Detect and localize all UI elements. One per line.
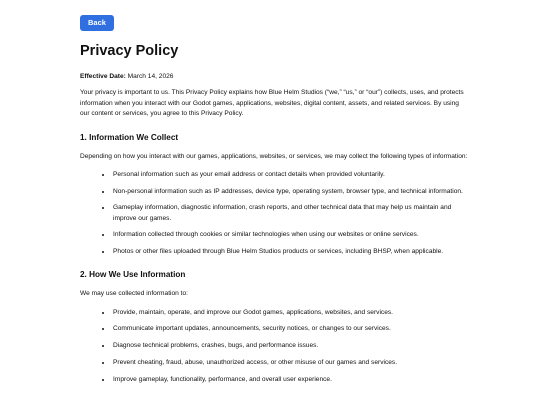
list-item: • Photos or other files uploaded through Blue Helm Studios products or services, including BHSP, when applicable. [112,247,470,257]
list-item: • Personal information such as your email address or contact details when provided voluntarily. [112,170,470,180]
back-button[interactable]: Back [80,15,114,31]
policy-content [80,12,470,391]
page-title: Privacy Policy [80,43,179,59]
section-heading-collect: 1. Information We Collect [80,132,179,142]
list-item: • Prevent cheating, fraud, abuse, unauthorized access, or other misuse of our games and services. [112,358,470,368]
list-item: • Non-personal information such as IP addresses, device type, operating system, browser type, and technical information. [112,187,470,197]
effective-date-label: Effective Date: [80,73,126,80]
effective-date [80,72,470,81]
collect-list [80,170,470,257]
list-item: • Provide, maintain, operate, and improve our Godot games, applications, websites, and services. [112,308,470,318]
use-list [80,308,470,385]
list-item: • Improve gameplay, functionality, performance, and overall user experience. [112,375,470,385]
section-heading-use: 2. How We Use Information [80,270,186,280]
list-item: • Information collected through cookies or similar technologies when using our websites or online services. [112,230,470,240]
list-item: • Diagnose technical problems, crashes, bugs, and performance issues. [112,341,470,351]
list-item: • Communicate important updates, announcements, security notices, or changes to our services. [112,324,470,334]
list-item: • Gameplay information, diagnostic information, crash reports, and other technical data that may help us maintain and improve our games. [112,203,470,223]
effective-date-value: March 14, 2026 [127,73,174,80]
section-intro-collect: Depending on how you interact with our games, applications, websites, or services, we may collect the following types of information: [80,152,468,160]
intro-paragraph: Your privacy is important to us. This Privacy Policy explains how Blue Helm Studios (“we,” “us,” or “our”) collects, uses, and protects information when you interact with our Godot games, applications, websites, digital content, assets, and related services. By using our content or services, you agree to this Privacy Policy. [80,89,464,117]
section-intro-use: We may use collected information to: [80,290,188,298]
